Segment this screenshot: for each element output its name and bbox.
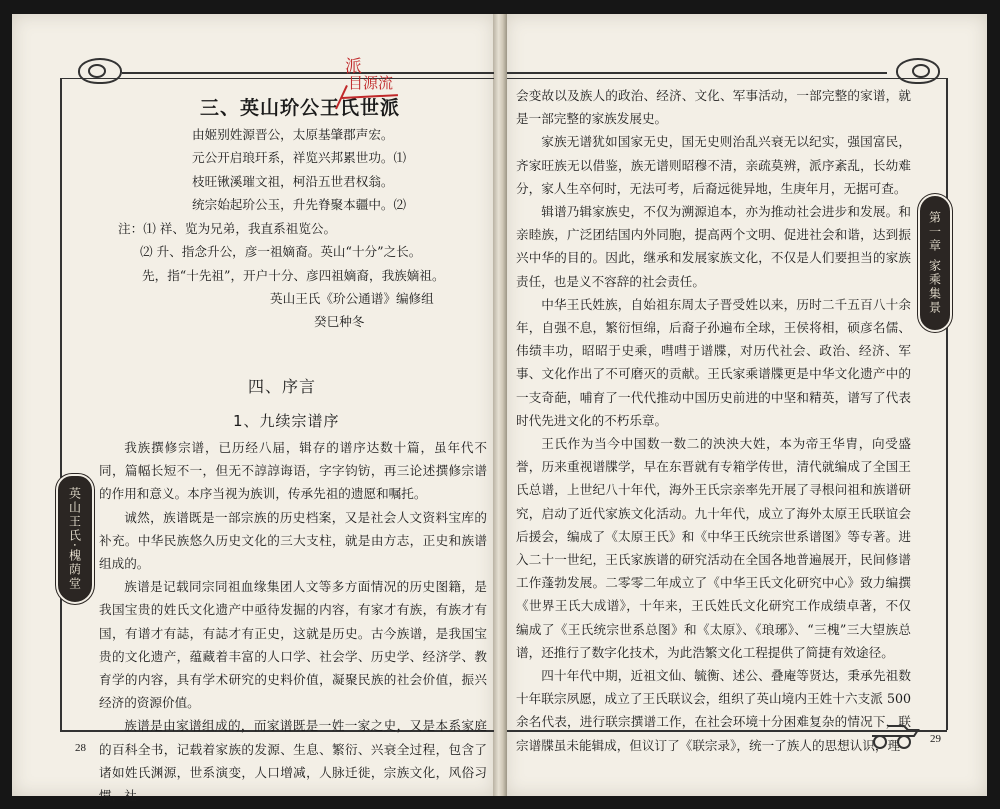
- section-heading-preface: 四、序言: [248, 377, 317, 396]
- note-line: ⑵ 升、指念升公，彦一祖嫡裔。英山“十分”之长。: [140, 244, 422, 259]
- note-line: 注：⑴ 祥、览为兄弟，我直系祖览公。: [118, 221, 337, 236]
- left-top-rule: [122, 72, 494, 74]
- handwritten-annotation-sub: 目源流: [348, 74, 394, 92]
- signature: 英山王氏《玠公通谱》编修组: [270, 291, 434, 306]
- paragraph: 族谱是由家谱组成的，而家谱既是一姓一家之史，又是本系家庭的百科全书，记载着家族的发源、生息、繁衍、兴衰全过程，包含了诸如姓氏渊源，世系演变，人口增减，人脉迁徙，宗族文化，风俗习惯，社: [99, 718, 487, 804]
- cloud-ornament-icon: [896, 58, 940, 84]
- book-gutter: [493, 14, 507, 796]
- section-title: 三、英山玠公王氏世派: [200, 97, 401, 119]
- right-side-rule: [946, 78, 948, 730]
- paragraph: 会变故以及族人的政治、经济、文化、军事活动，一部完整的家谱，就是一部完整的家族发展史。: [516, 88, 911, 127]
- left-side-tab: 英山王氏·槐荫堂: [58, 476, 92, 602]
- chariot-ornament-icon: [868, 724, 920, 750]
- verse-line: 枝旺锹溪璀文祖，柯沿五世君权翁。: [192, 174, 394, 189]
- subsection-heading: 1、九续宗谱序: [233, 412, 340, 430]
- left-body-text: [99, 436, 487, 807]
- paragraph: 诚然，族谱既是一部宗族的历史档案，又是社会人文资料宝库的补充。中华民族悠久历史文化的三大支柱，就是由方志，正史和族谱组成的。: [99, 509, 487, 572]
- paragraph: 族谱是记载同宗同祖血缘集团人文等多方面情况的历史图籍，是我国宝贵的姓氏文化遗产中亟待发掘的内容，有家才有族，有族才有国，有谱才有誌，有誌才有正史，这就是历史。古今族谱，是我国宝贵的文化遗产，蕴藏着丰富的人口学、社会学、历史学、经济学、教育学的内容，具有学术研究的史料价值，凝聚民族的社会价值，振兴经济的资源价值。: [99, 579, 487, 711]
- page-number-right: 29: [930, 733, 941, 745]
- verse-line: 统宗始起玠公玉，升先脊聚本疆中。⑵: [192, 197, 407, 212]
- right-side-tab: 第一章 家乘集景: [920, 196, 950, 330]
- verse-line: 元公开启琅玕系，祥览兴邦累世功。⑴: [192, 150, 407, 165]
- paragraph: 家族无谱犹如国家无史，国无史则治乱兴衰无以纪实，强国富民，齐家旺族无以借鉴，族无谱则昭穆不清，亲疏莫辨，派序紊乱，长幼难分，家人生卒何时，无法可考，后裔远徙异地，生庚年月，无据可查。: [516, 134, 911, 196]
- right-top-rule-thin: [507, 78, 947, 79]
- paragraph: 我族撰修宗谱，已历经八届，辑存的谱序达数十篇，虽年代不同，篇幅长短不一，但无不諄諄诲语，字字钧钫，再三论述撰修宗谱的作用和意义。本序当视为族训，传承先祖的遗愿和嘱托。: [99, 440, 487, 502]
- handwritten-annotation-top: 派: [345, 57, 362, 77]
- paragraph: 中华王氏姓族，自始祖东周太子晋受姓以来，历时二千五百八十余年，自强不息，繁衍恒绵，后裔子孙遍布全球，王侯将相，硕彦名儒、伟绩丰功，昭昭于史乘，嘒嘒于谱牒，对历代社会、政治、经济、军事、文化作出了不可磨灭的贡献。王氏家乘谱牒更是中华文化遗产中的一支奇葩，哺育了一代代推动中国历史前进的中坚和精英，谱写了代表时代先进文化的不朽乐章。: [516, 296, 911, 428]
- paragraph: 四十年代中期，近祖文仙、毓衡、述公、叠庵等贤达，秉承先祖数十年联宗夙愿，成立了王氏联议会，组织了英山境内王姓十六支派 500余名代表，进行联宗撰谱工作，在社会环境十分困难复杂的情况下，联宗谱牒虽未能辑成，但议订了《联宗录》，统一了族人的思想认识，理: [516, 668, 911, 753]
- cloud-ornament-icon: [78, 58, 122, 84]
- note-line: 先，指“十先祖”，开户十分、彦四祖嫡裔，我族嫡祖。: [142, 268, 445, 283]
- left-side-rule: [60, 78, 62, 730]
- left-top-rule-thin: [60, 78, 494, 79]
- right-top-rule: [507, 72, 887, 74]
- right-body-text: [516, 84, 911, 757]
- page-number-left: 28: [75, 742, 86, 754]
- paragraph: 王氏作为当今中国数一数二的泱泱大姓，本为帝王华胄，向受盛誉，历来重视谱牒学，早在东晋就有专箱学传世，清代就编成了全国王氏总谱，上世纪八十年代，海外王氏宗亲率先开展了寻根问祖和族谱研究，启动了近代家族文化活动。九十年代，成立了海外太原王氏联谊会后援会，编成了《太原王氏》和《中华王氏统宗世系谱图》等专著。进入二十一世纪，王氏家族谱的研究活动在全国各地普遍展开，民间修谱工作蓬勃发展。二零零二年成立了《中华王氏文化研究中心》致力编撰《世界王氏大成谱》，十年来，王氏姓氏文化研究工作成绩卓著，不仅编成了《王氏统宗世系总图》和《太原》、《琅琊》、“三槐”三大望族总谱，还推行了数字化技术，为此浩繁文化工程提供了简捷有效途径。: [516, 436, 911, 660]
- paragraph: 辑谱乃辑家族史，不仅为溯源追本，亦为推动社会进步和发展。和亲睦族，广泛团结国内外同胞，提高两个文明、促进社会和谐，达到振兴中华的目的。因此，继承和发展家族文化，不仅是人们要担当的家族责任，也是义不容辞的社会责任。: [516, 204, 911, 289]
- signature-date: 癸巳种冬: [314, 314, 365, 329]
- verse-line: 由姬别姓源晋公，太原基肇郡声宏。: [192, 127, 394, 142]
